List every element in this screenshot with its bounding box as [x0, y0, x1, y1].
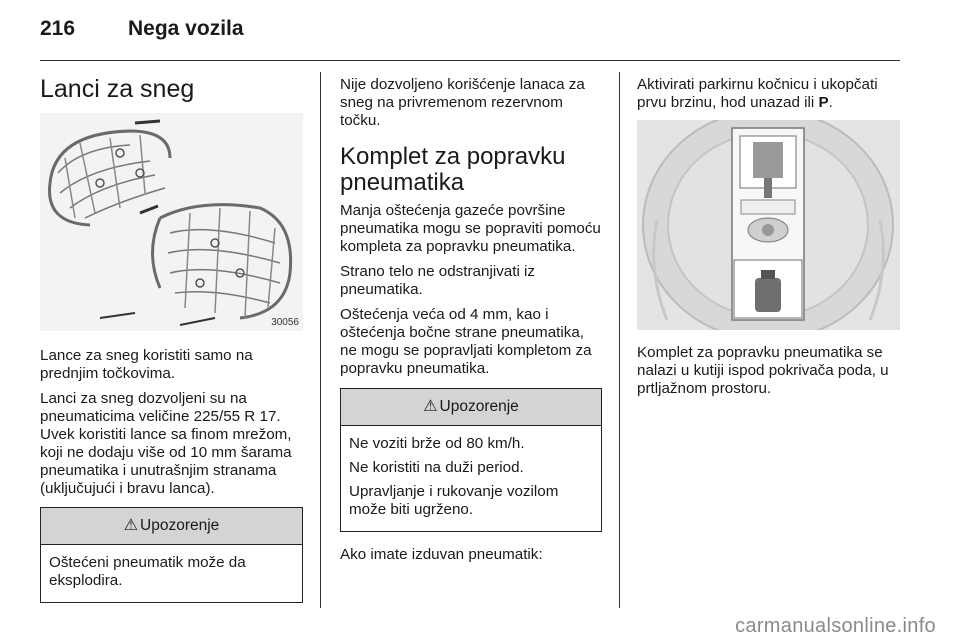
- warning-header: [341, 389, 601, 426]
- column-divider-2: [619, 72, 620, 608]
- paragraph-large-damage: Oštećenja veća od 4 mm, kao i oštećenja bočne strane pneumatika, ne mogu se popravljati kompletom za popravku pneumatika.: [340, 306, 592, 377]
- warning-body: [41, 545, 302, 602]
- paragraph-foreign-body: Strano telo ne odstranjivati iz pneumatika.: [340, 263, 536, 298]
- warning-box-1: [40, 507, 303, 603]
- section-heading-tyre-repair-kit: Komplet za popravku pneumatika: [340, 143, 566, 196]
- snow-chains-illustration: [40, 113, 303, 331]
- paragraph-tire-size: Lanci za sneg dozvoljeni su na pneumaticima veličine 225/55 R 17. Uvek koristiti lance sa finom mrežom, koji ne dodaju više od 10 mm šarama pneumatika i unutrašnjim stranama (uključujući i bravu lanca).: [40, 390, 292, 497]
- paragraph-spare-wheel: Nije dozvoljeno korišćenje lanaca za sneg na privremenom rezervnom točku.: [340, 76, 585, 129]
- warning-triangle-icon: ⚠: [423, 398, 438, 415]
- gear-p-label: P: [818, 94, 829, 111]
- repair-kit-figure: [637, 120, 900, 330]
- paragraph-front-wheels: Lance za sneg koristiti samo na prednjim točkovima.: [40, 347, 253, 382]
- page-header: [40, 17, 900, 57]
- warning-header: [41, 508, 302, 545]
- section-heading-snow-chains: Lanci za sneg: [40, 75, 195, 103]
- column-2: [340, 76, 602, 571]
- header-rule: [40, 60, 900, 61]
- paragraph-flat-tyre: Ako imate izduvan pneumatik:: [340, 546, 543, 563]
- paragraph-parking-brake: Aktivirati parkirnu kočnicu i ukopčati prvu brzinu, hod unazad ili P.: [637, 76, 878, 111]
- warning-title: Upozorenje: [439, 398, 519, 415]
- column-3: [637, 76, 900, 405]
- column-1: [40, 76, 303, 603]
- warning-text-duration: Ne koristiti na duži period.: [349, 459, 524, 476]
- paragraph-kit-location: Komplet za popravku pneumatika se nalazi u kutiji ispod pokrivača poda, u prtljažnom prostoru.: [637, 344, 889, 397]
- snow-chains-figure: [40, 113, 303, 331]
- page-number: 216: [40, 17, 76, 40]
- chapter-title: Nega vozila: [128, 17, 244, 40]
- repair-kit-illustration: [637, 120, 900, 330]
- warning-triangle-icon: ⚠: [123, 517, 139, 534]
- paragraph-minor-damage: Manja oštećenja gazeće površine pneumatika mogu se popraviti pomoću kompleta za popravku pneumatika.: [340, 202, 601, 255]
- column-divider-1: [320, 72, 321, 608]
- figure-number: 30056: [271, 317, 299, 328]
- warning-title: Upozorenje: [140, 517, 220, 534]
- warning-text-handling: Upravljanje i rukovanje vozilom može biti ugrženo.: [349, 483, 559, 518]
- watermark: carmanualsonline.info: [735, 615, 936, 637]
- warning-text-speed: Ne voziti brže od 80 km/h.: [349, 435, 525, 452]
- warning-box-2: [340, 388, 602, 532]
- warning-body: [341, 426, 601, 531]
- warning-text: Oštećeni pneumatik može da eksplodira.: [49, 554, 246, 589]
